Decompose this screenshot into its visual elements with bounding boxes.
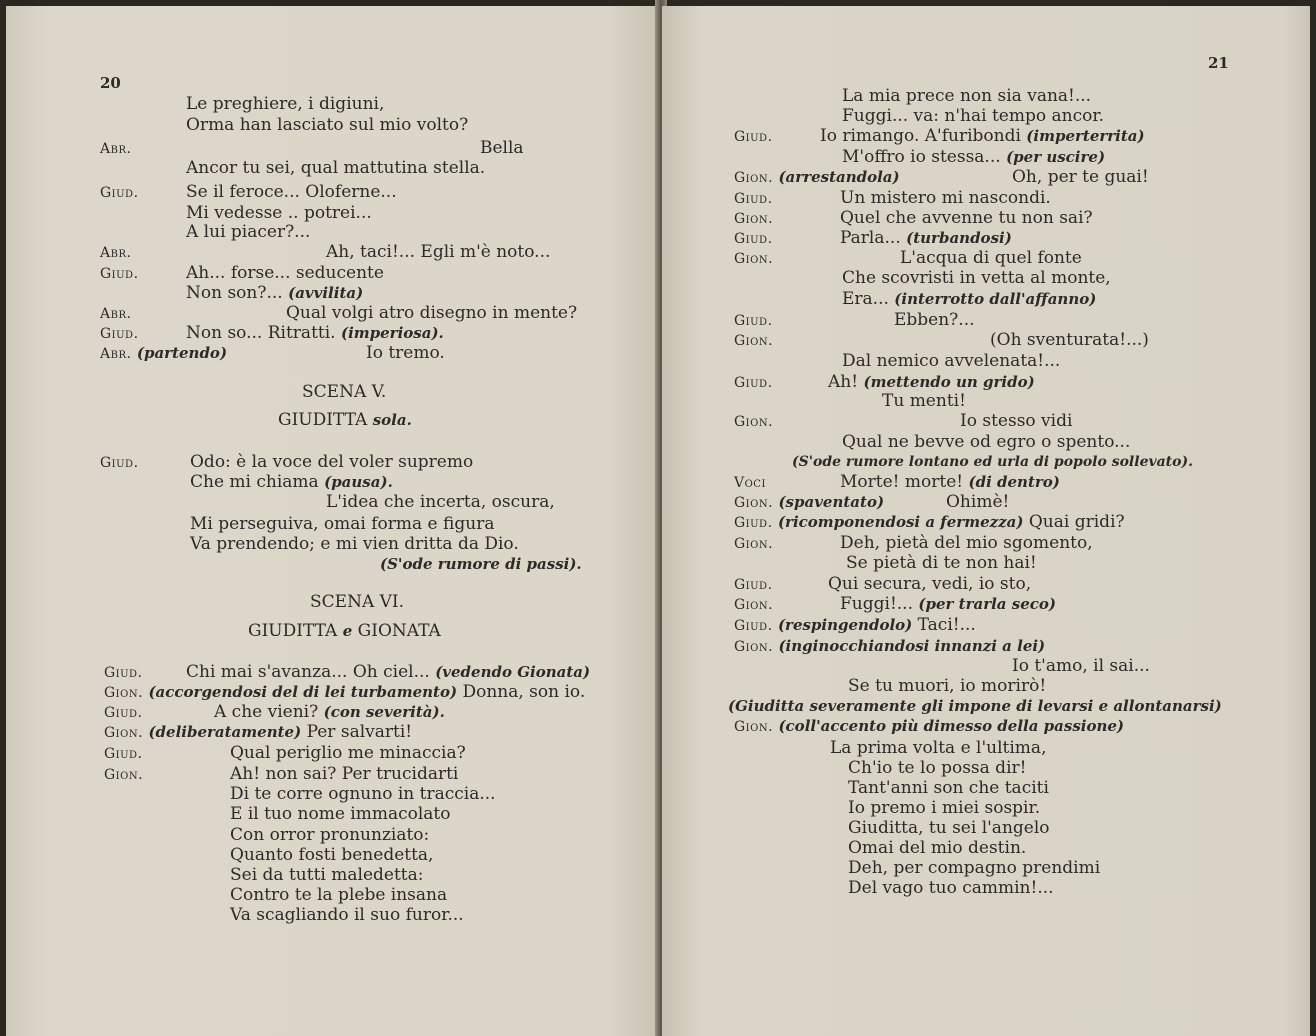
verse-line: Del vago tuo cammin!... (848, 878, 1054, 898)
verse-line: Io premo i miei sospir. (848, 798, 1041, 818)
verse-line: L'idea che incerta, oscura, (326, 492, 555, 512)
speaker-line: Voci Morte! morte! (di dentro) (734, 472, 1060, 492)
verse-line: Se tu muori, io morirò! (848, 676, 1047, 696)
speaker-line: Gion. (Oh sventurata!...) (734, 330, 1149, 350)
verse-line: Di te corre ognuno in traccia... (230, 784, 496, 804)
verse-line: Va prendendo; e mi vien dritta da Dio. (190, 534, 519, 554)
verse-line: Non son?... (avvilita) (186, 283, 364, 303)
scene-persons: GIUDITTA e GIONATA (248, 621, 441, 641)
speaker-line: Gion. Ah! non sai? Per trucidarti (104, 764, 459, 784)
speaker-line: Giud. (respingendolo) Taci!... (734, 615, 976, 635)
verse-line: M'offro io stessa... (per uscire) (842, 147, 1106, 167)
stage-direction: (Giuditta severamente gli impone di levarsi e allontanarsi) (728, 697, 1222, 715)
scene-title: SCENA V. (302, 382, 387, 402)
page-number: 20 (100, 74, 121, 92)
verse-line: Ch'io te lo possa dir! (848, 758, 1027, 778)
verse-line: Sei da tutti maledetta: (230, 865, 424, 885)
speaker-line: Abr. Bella (100, 138, 524, 158)
speaker-line: Giud. Chi mai s'avanza... Oh ciel... (vedendo Gionata) (104, 662, 591, 682)
verse-line: Qual ne bevve od egro o spento... (842, 432, 1131, 452)
page-number: 21 (1208, 54, 1229, 72)
speaker-line: Abr. Qual volgi atro disegno in mente? (100, 303, 578, 323)
speaker-line: Giud. Non so... Ritratti. (imperiosa). (100, 323, 444, 343)
speaker-line: Giud. Ebben?... (734, 310, 975, 330)
verse-line: Deh, per compagno prendimi (848, 858, 1101, 878)
speaker-line: Giud. A che vieni? (con severità). (104, 702, 445, 722)
speaker-line: Gion. (arrestandola) Oh, per te guai! (734, 167, 1149, 187)
speaker-line: Giud. (ricomponendosi a fermezza) Quai gridi? (734, 512, 1125, 532)
verse-line: Che scovristi in vetta al monte, (842, 268, 1111, 288)
verse-line: A lui piacer?... (186, 222, 311, 242)
verse-line: Mi perseguiva, omai forma e figura (190, 514, 495, 534)
verse-line: Che mi chiama (pausa). (190, 472, 393, 492)
speaker-line: Gion. (accorgendosi del di lei turbamento) Donna, son io. (104, 682, 586, 702)
speaker-line: Abr. Ah, taci!... Egli m'è noto... (100, 242, 551, 262)
speaker: Abr. (100, 141, 132, 157)
speaker-line: Giud. Un mistero mi nascondi. (734, 188, 1051, 208)
speaker-line: Giud. Parla... (turbandosi) (734, 228, 1012, 248)
speaker: Giud. (100, 185, 139, 201)
speaker-line: Gion. Io stesso vidi (734, 411, 1073, 431)
speaker-line: Gion. (inginocchiandosi innanzi a lei) (734, 637, 1046, 655)
verse-line: Le preghiere, i digiuni, (186, 94, 385, 114)
speaker-line: Gion. Quel che avvenne tu non sai? (734, 208, 1093, 228)
speaker-line: Gion. (spaventato) Ohimè! (734, 492, 1010, 512)
stage-direction: (S'ode rumore lontano ed urla di popolo sollevato). (792, 454, 1193, 470)
stage-direction: (S'ode rumore di passi). (380, 555, 582, 573)
verse-line: Fuggi... va: n'hai tempo ancor. (842, 106, 1105, 126)
speaker-line: Giud. Qui secura, vedi, io sto, (734, 574, 1032, 594)
speaker-line: Giud. Ah! (mettendo un grido) (734, 372, 1035, 392)
speaker-line: Gion. (deliberatamente) Per salvarti! (104, 722, 413, 742)
speaker-line: Giud. Qual periglio me minaccia? (104, 743, 466, 763)
speaker-line: Giud. Odo: è la voce del voler supremo (100, 452, 474, 472)
verse-line: Io t'amo, il sai... (1012, 656, 1150, 676)
speaker-line: Gion. (coll'accento più dimesso della passione) (734, 717, 1125, 735)
right-page (662, 6, 1310, 1036)
verse-line: Mi vedesse .. potrei... (186, 203, 372, 223)
verse-line: Va scagliando il suo furor... (230, 905, 464, 925)
verse-line: Omai del mio destin. (848, 838, 1027, 858)
verse-line: Giuditta, tu sei l'angelo (848, 818, 1050, 838)
verse-line: La prima volta e l'ultima, (830, 738, 1047, 758)
speaker-line: Gion. Fuggi!... (per trarla seco) (734, 594, 1056, 614)
speaker-line: Gion. L'acqua di quel fonte (734, 248, 1082, 268)
verse-line: E il tuo nome immacolato (230, 804, 451, 824)
verse-line: Quanto fosti benedetta, (230, 845, 434, 865)
verse-line: Contro te la plebe insana (230, 885, 448, 905)
verse-line: Tant'anni son che taciti (848, 778, 1049, 798)
verse-line: Tu menti! (882, 391, 966, 411)
verse-line: La mia prece non sia vana!... (842, 86, 1092, 106)
verse-line: Se pietà di te non hai! (846, 553, 1037, 573)
speaker-line: Giud. Se il feroce... Oloferne... (100, 182, 397, 202)
speaker-line: Giud. Io rimango. A'furibondi (imperterrita) (734, 126, 1145, 146)
verse-line: Orma han lasciato sul mio volto? (186, 115, 469, 135)
verse-line: Era... (interrotto dall'affanno) (842, 289, 1097, 309)
verse-line: Con orror pronunziato: (230, 825, 430, 845)
verse-line: Ancor tu sei, qual mattutina stella. (186, 158, 486, 178)
verse-line: Dal nemico avvelenata!... (842, 351, 1061, 371)
speaker-line: Abr. (partendo) Io tremo. (100, 343, 445, 363)
scene-persons: GIUDITTA sola. (278, 410, 412, 430)
scene-title: SCENA VI. (310, 592, 405, 612)
speaker-line: Gion. Deh, pietà del mio sgomento, (734, 533, 1093, 553)
left-page (6, 6, 660, 1036)
speaker-line: Giud. Ah... forse... seducente (100, 263, 384, 283)
